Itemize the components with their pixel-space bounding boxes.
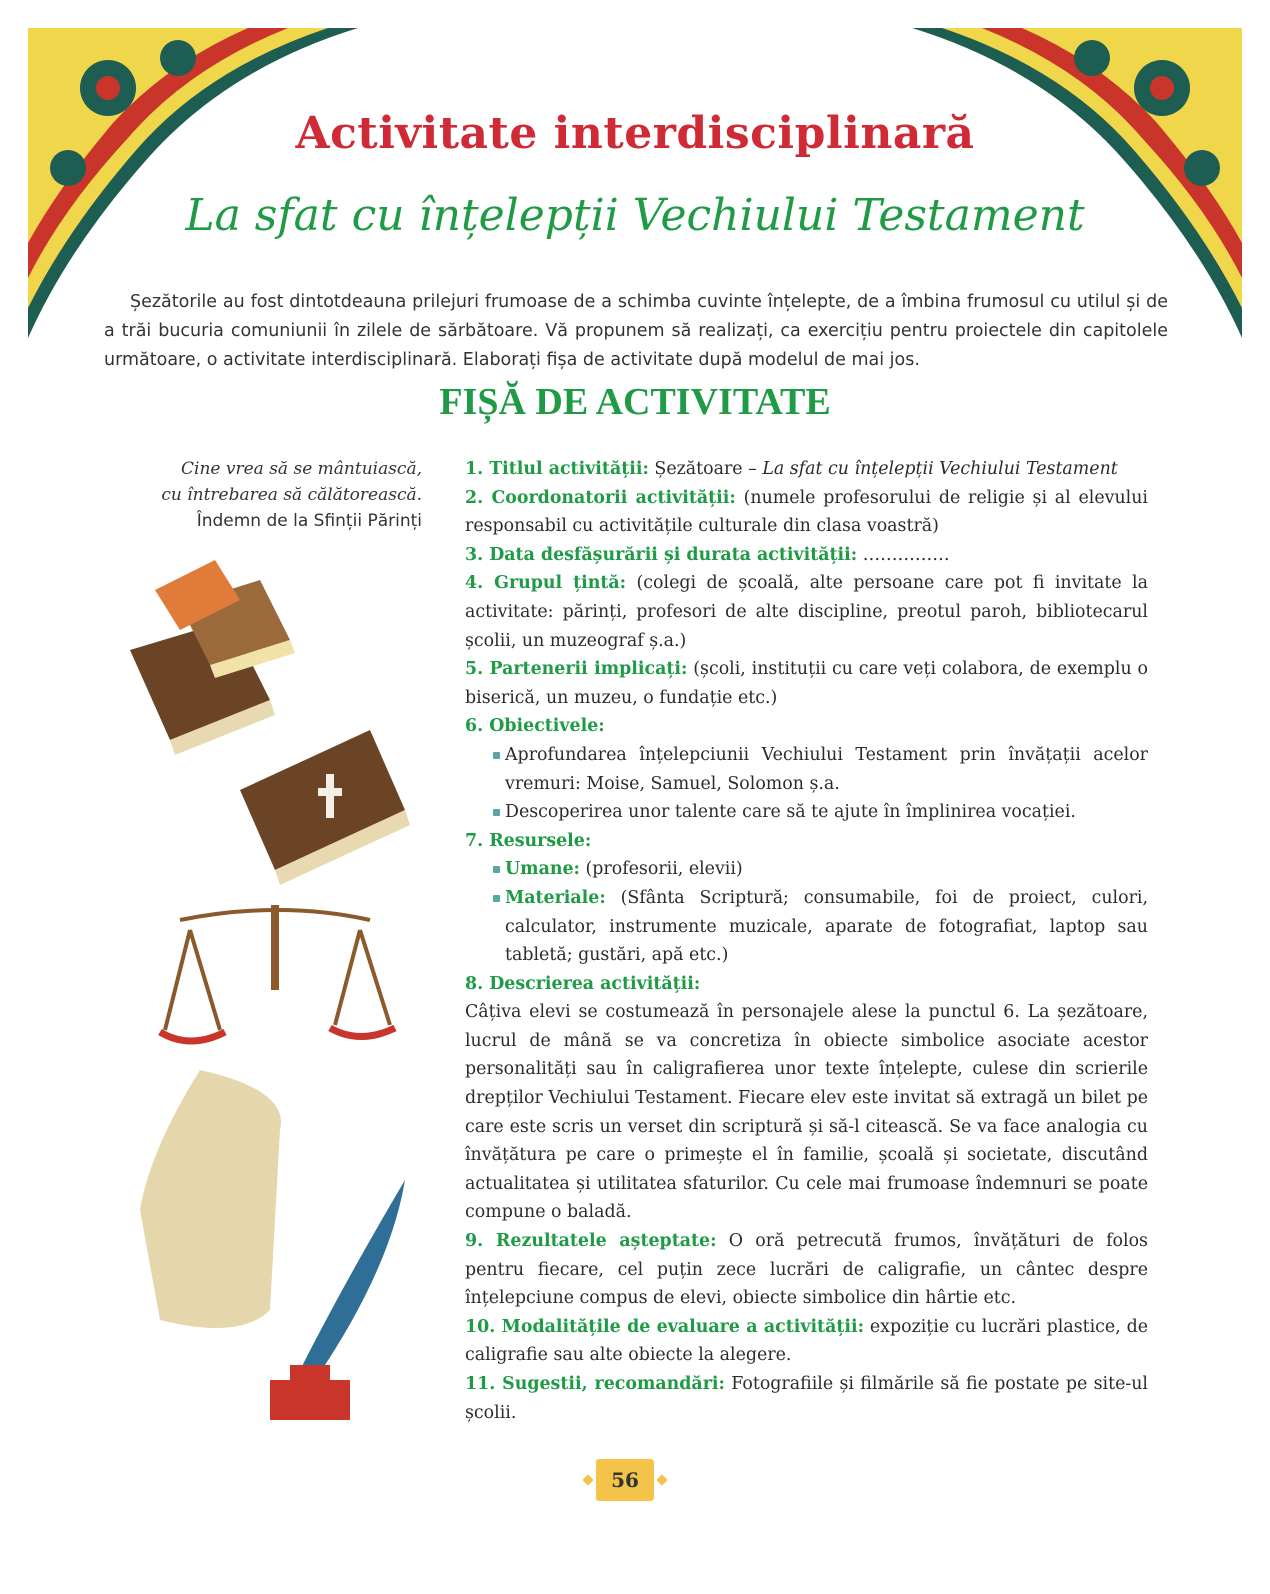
item-results: 9. Rezultatele așteptate: O oră petrecută frumos, învățături de folos pentru fiecare, cel puțin zece lucrări de caligrafie, un cântec despre înțelepciune compus de elevi, obiecte simbolice din hârtie etc. — [465, 1231, 1148, 1309]
resources-list — [493, 855, 1148, 969]
item-date: 3. Data desfășurării și durata activității: …………… — [465, 544, 950, 565]
item-description: 8. Descrierea activității: — [465, 973, 701, 994]
list-item: Umane: (profesorii, elevii) — [493, 855, 1148, 884]
quote-block — [150, 456, 422, 534]
bible-illustration — [240, 730, 410, 885]
page-subtitle: La sfat cu înțelepții Vechiului Testament — [185, 190, 1085, 241]
item-resources: 7. Resursele: — [465, 830, 592, 851]
item-objectives: 6. Obiectivele: — [465, 716, 605, 737]
intro-paragraph: Șezătorile au fost dintotdeauna prilejuri frumoase de a schimba cuvinte înțelepte, de a îmbina frumosul cu utilul și de a trăi bucuria comuniunii în zilele de sărbătoare. Vă propunem să realizați, ca exercițiu pentru proiectele din capitolele următoare, o activitate interdisciplinară. Elaborați fișa de activitate după modelul de mai jos. — [104, 291, 1168, 370]
item-evaluation: 10. Modalitățile de evaluare a activității: expoziție cu lucrări plastice, de caligrafie sau alte obiecte la alegere. — [465, 1316, 1148, 1366]
item-coordinators: 2. Coordonatorii activității: (numele profesorului de religie și al elevului responsabil cu activitățile culturale din clasa voastră) — [465, 487, 1148, 537]
page-number: 56 — [596, 1459, 654, 1501]
list-item: Aprofundarea înțelepciunii Vechiului Testament prin învățații acelor vremuri: Moise, Samuel, Solomon ș.a. — [493, 741, 1148, 798]
list-item: Descoperirea unor talente care să te ajute în împlinirea vocației. — [493, 798, 1148, 827]
item-title: 1. Titlul activității: Șezătoare – La sfat cu înțelepții Vechiului Testament — [465, 459, 1118, 479]
page-number-ornament — [656, 1474, 667, 1485]
item-suggestions: 11. Sugestii, recomandări: Fotografiile și filmările să fie postate pe site-ul școlii. — [465, 1374, 1148, 1423]
description-text: Câțiva elevi se costumează în personajele alese la punctul 6. La șezătoare, lucrul de mână se va concretiza în obiecte simbolice asociate acestor personalități sau în caligrafierea unor texte înțelepte, culese din scrierile drepților Vechiului Testament. Fiecare elev este invitat să extragă un bilet pe care este scris un verset din scriptură și să-l citească. Se va face analogia cu învățătura pe care o primește el în familie, școală și societate, discutând actualitatea și utilitatea sfaturilor. Cu cele mai frumoase îndemnuri se poate compune o baladă. — [465, 1002, 1148, 1223]
activity-sheet — [465, 455, 1148, 1427]
quote-line: cu întrebarea să călătorească. — [161, 485, 422, 505]
item-partners: 5. Partenerii implicați: (școli, instituții cu care veți colabora, de exemplu o biserică, un muzeu, o fundație etc.) — [465, 659, 1148, 708]
quote-source: Îndemn de la Sfinții Părinți — [196, 511, 422, 531]
objectives-list — [493, 741, 1148, 827]
stacked-books-illustration — [130, 560, 295, 755]
page-number-ornament — [582, 1474, 593, 1485]
quill-and-inkwell-illustration — [270, 1180, 405, 1420]
scales-illustration — [160, 905, 395, 1041]
scroll-illustration — [140, 1070, 281, 1328]
quote-line: Cine vrea să se mântuiască, — [181, 459, 422, 479]
section-heading: FIȘĂ DE ACTIVITATE — [439, 381, 831, 423]
item-target-group: 4. Grupul țintă: (colegi de școală, alte persoane care pot fi invitate la activitate: părinți, profesori de alte discipline, preotul paroh, bibliotecarul școlii, un muzeograf ș.a.) — [465, 573, 1148, 651]
page-title: Activitate interdisciplinară — [295, 108, 975, 159]
list-item: Materiale: (Sfânta Scriptură; consumabile, foi de proiect, culori, calculator, instrumente muzicale, aparate de fotografiat, laptop sau tabletă; gustări, apă etc.) — [493, 884, 1148, 970]
illustration-column — [120, 550, 430, 1430]
